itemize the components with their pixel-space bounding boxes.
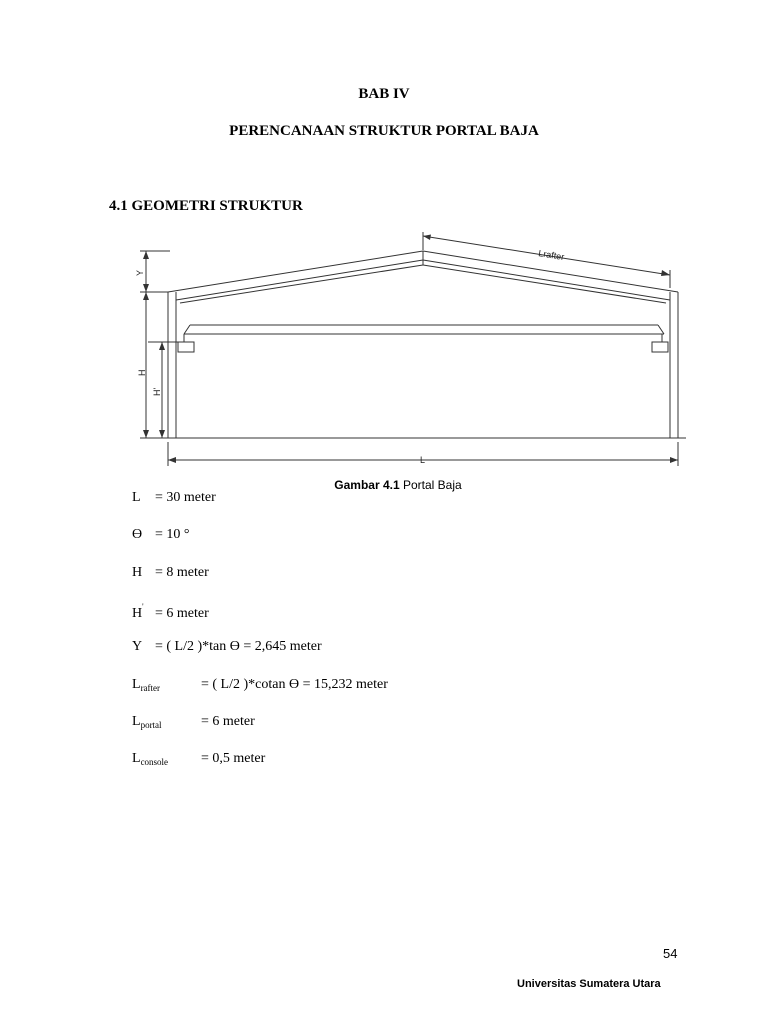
figure-title: Portal Baja: [403, 478, 462, 492]
right-corbel: [652, 342, 668, 352]
left-corbel: [178, 342, 194, 352]
university-footer: Universitas Sumatera Utara: [517, 978, 661, 990]
param-rise: Y = ( L/2 )*tan Ө = 2,645 meter: [132, 639, 322, 654]
rise-label: Y: [135, 269, 145, 276]
param-height-prime: H' = 6 meter: [132, 602, 209, 621]
chapter-number: BAB IV: [358, 86, 410, 102]
left-rafter: [168, 251, 423, 292]
page-number: 54: [663, 946, 678, 961]
chapter-title: PERENCANAAN STRUKTUR PORTAL BAJA: [229, 123, 539, 139]
param-span: L = 30 meter: [132, 490, 216, 505]
figure-number: Gambar 4.1: [334, 478, 400, 492]
param-rafter-length: $L_{rafter}$ = ( L/2 )*cotan Ө = 15,232 meter: [132, 677, 388, 693]
figure-caption: [0, 478, 768, 492]
height-prime-label: H': [152, 387, 162, 396]
param-console-length: $L_{console} = 0,5$ meter: [132, 751, 266, 767]
height-label: H: [137, 369, 147, 376]
rafter-label: Lrafter: [537, 248, 565, 263]
portal-frame-diagram: [120, 230, 700, 480]
param-height: H = 8 meter: [132, 565, 209, 580]
param-angle: Ө = 10 °: [132, 527, 190, 542]
param-portal-length: $L_{portal} = 6$ meter: [132, 714, 255, 730]
span-label: L: [420, 455, 426, 465]
section-heading: 4.1 GEOMETRI STRUKTUR: [109, 198, 303, 214]
